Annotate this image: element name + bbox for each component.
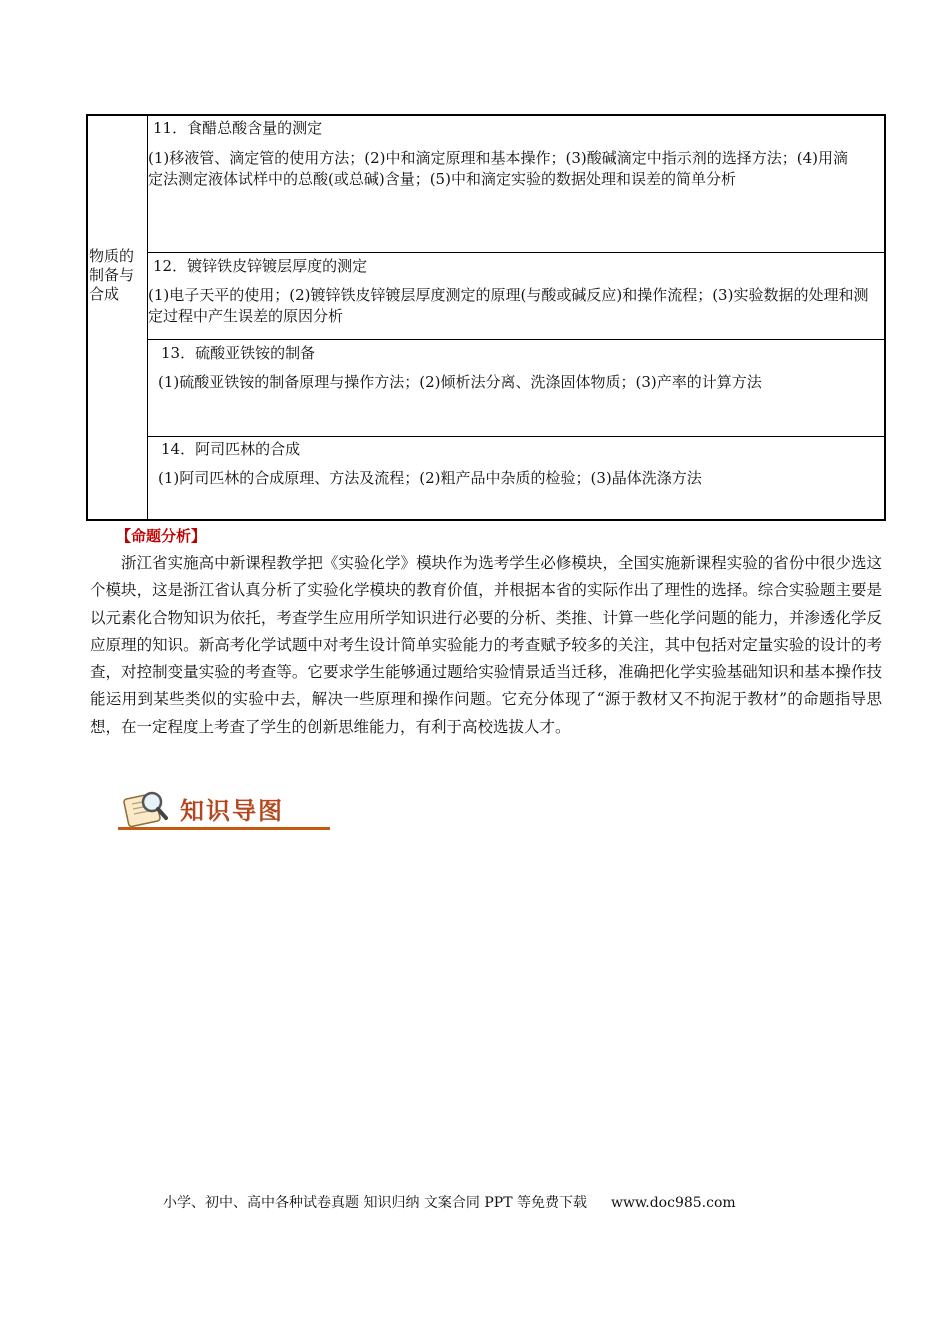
analysis-paragraph: 浙江省实施高中新课程教学把《实验化学》模块作为选考学生必修模块，全国实施新课程实验的省份中很少选这个模块，这是浙江省认真分析了实验化学模块的教育价值，并根据本省的实际作出了理性的选择。综合实验题主要是以元素化合物知识为依托，考查学生应用所学知识进行必要的分析、类推、计算一些化学问题的能力，并渗透化学反应原理的知识。新高考化学试题中对考生设计简单实验能力的考查赋予较多的关注，其中包括对定量实验的设计的考查，对控制变量实验的考查等。它要求学生能够通过题给实验情景适当迁移，准确把化学实验基础知识和基本操作技能运用到某些类似的实验中去，解决一些原理和操作问题。它充分体现了“源于教材又不拘泥于教材”的命题指导思想，在一定程度上考查了学生的创新思维能力，有利于高校选拔人才。 [90, 554, 882, 736]
row-title: 11．食醋总酸含量的测定 [153, 119, 323, 137]
row-body: (1)移液管、滴定管的使用方法；(2)中和滴定原理和基本操作；(3)酸碱滴定中指示剂的选择方法；(4)用滴定法测定液体试样中的总酸(或总碱)含量；(5)中和滴定实验的数据处理和误差的简单分析 [148, 149, 848, 188]
topic-table [86, 114, 886, 521]
knowledge-map-banner [118, 788, 330, 832]
page-footer [163, 1192, 736, 1212]
table-row [148, 339, 884, 436]
row-title: 13．硫酸亚铁铵的制备 [161, 344, 316, 362]
table-row [148, 436, 884, 521]
table-row [148, 116, 884, 252]
row-body: (1)电子天平的使用；(2)镀锌铁皮锌镀层厚度测定的原理(与酸或碱反应)和操作流程；(3)实验数据的处理和测定过程中产生误差的原因分析 [148, 286, 869, 325]
category-cell [88, 116, 148, 519]
row-title: 12．镀锌铁皮锌镀层厚度的测定 [153, 257, 368, 275]
analysis-heading: 【命题分析】 [116, 527, 207, 545]
notepad-magnifier-icon [120, 788, 176, 832]
category-label: 物质的制备与合成 [89, 247, 135, 303]
footer-url[interactable]: www.doc985.com [610, 1195, 736, 1211]
banner-title: 知识导图 [180, 797, 284, 825]
row-body: (1)硫酸亚铁铵的制备原理与操作方法；(2)倾析法分离、洗涤固体物质；(3)产率的计算方法 [158, 373, 762, 391]
banner-underline [118, 827, 330, 830]
row-title: 14．阿司匹林的合成 [161, 440, 301, 458]
table-row [148, 252, 884, 339]
footer-text: 小学、初中、高中各种试卷真题 知识归纳 文案合同 PPT 等免费下载 [163, 1195, 587, 1211]
row-body: (1)阿司匹林的合成原理、方法及流程；(2)粗产品中杂质的检验；(3)晶体洗涤方法 [158, 469, 702, 487]
